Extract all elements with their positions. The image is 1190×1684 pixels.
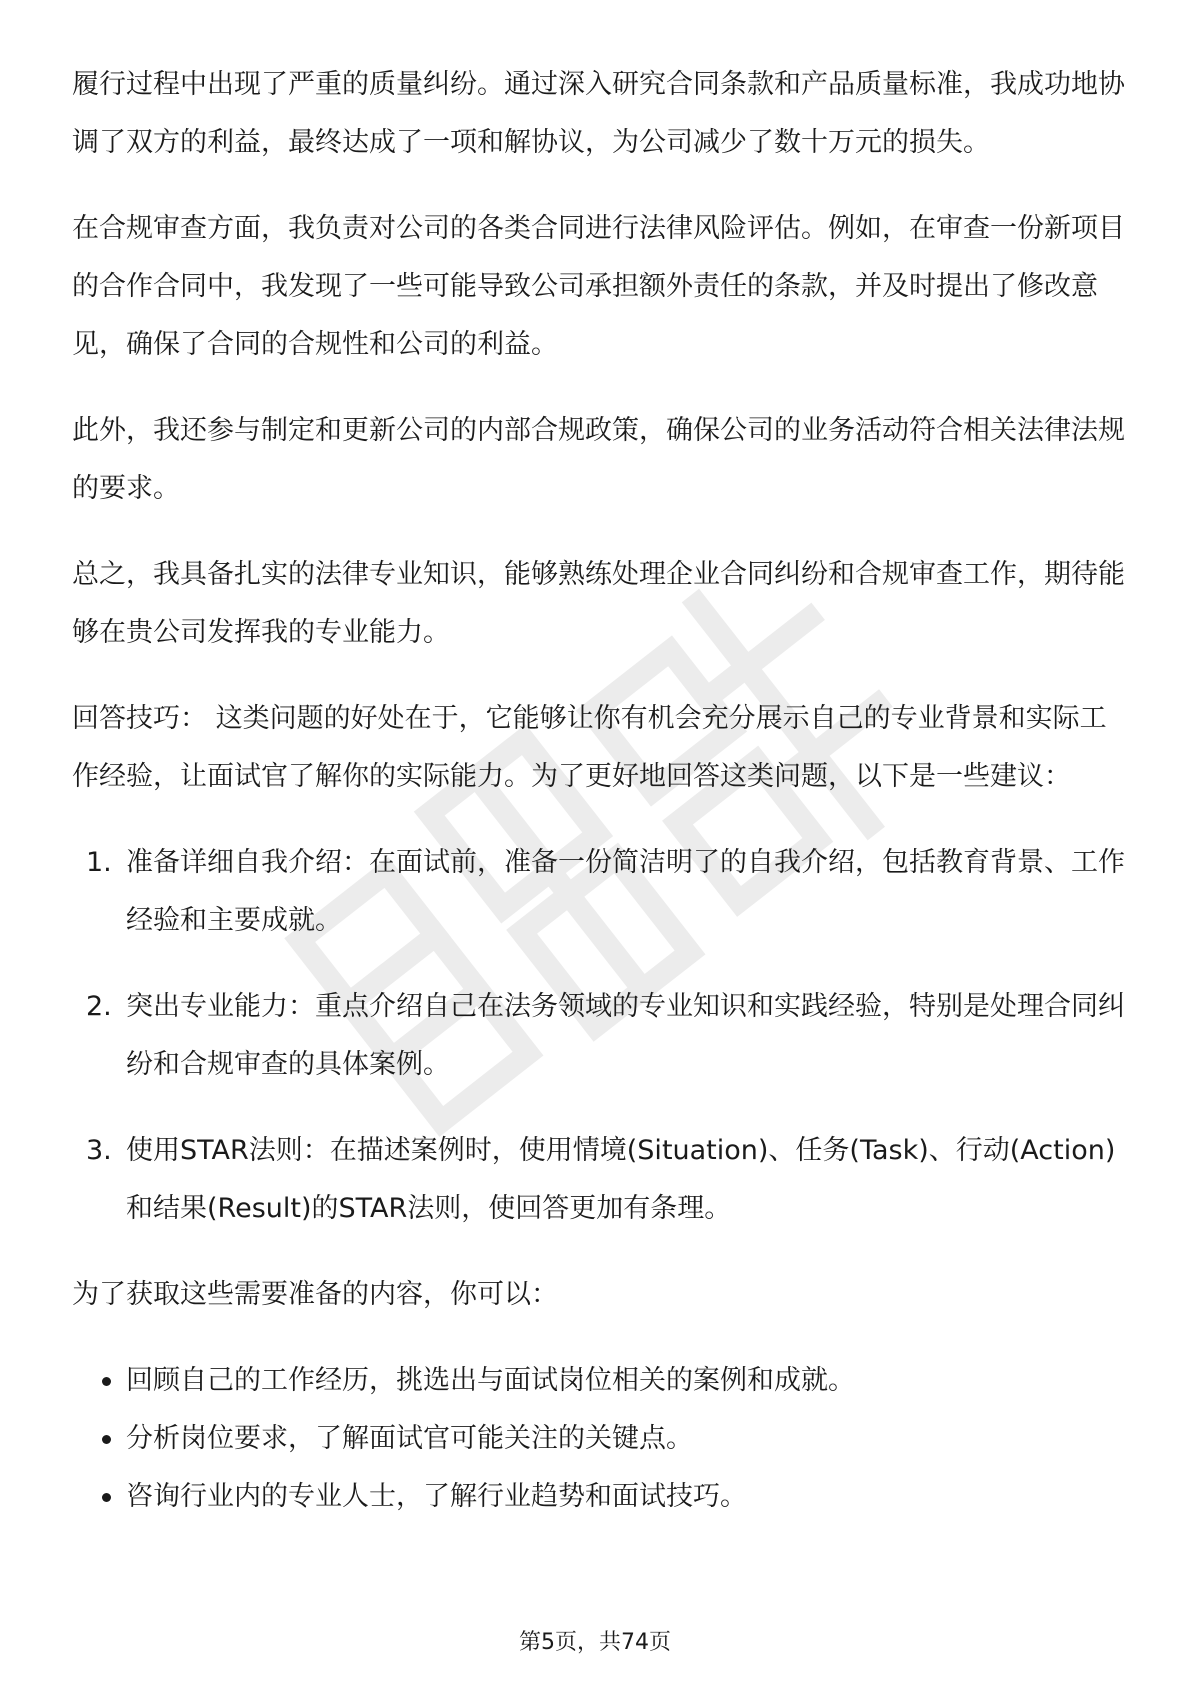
paragraph-compliance-review: 在合规审查方面，我负责对公司的各类合同进行法律风险评估。例如，在审查一份新项目的合作合同中，我发现了一些可能导致公司承担额外责任的条款，并及时提出了修改意见，确保了合同的合规性和公司的利益。 [72,213,1125,360]
list-item-text: 使用STAR法则：在描述案例时，使用情境(Situation)、任务(Task)、行动(Action)和结果(Result)的STAR法则，使回答更加有条理。 [126,1135,1116,1224]
bullet-icon [102,1377,111,1386]
list-item [72,1122,1132,1238]
list-item [72,1352,1132,1410]
paragraph-compliance-policy: 此外，我还参与制定和更新公司的内部合规政策，确保公司的业务活动符合相关法律法规的要求。 [72,415,1125,504]
bullet-icon [102,1493,111,1502]
paragraph-bullets-intro: 为了获取这些需要准备的内容，你可以： [72,1279,558,1310]
document-body [72,56,1132,1526]
list-item-text: 准备详细自我介绍：在面试前，准备一份简洁明了的自我介绍，包括教育背景、工作经验和主要成就。 [126,847,1125,936]
list-number: 2. [86,991,112,1022]
list-number: 1. [86,847,112,878]
list-item-text: 突出专业能力：重点介绍自己在法务领域的专业知识和实践经验，特别是处理合同纠纷和合规审查的具体案例。 [126,991,1125,1080]
paragraph-answer-tips: 回答技巧： 这类问题的好处在于，它能够让你有机会充分展示自己的专业背景和实际工作经验，让面试官了解你的实际能力。为了更好地回答这类问题，以下是一些建议： [72,703,1107,792]
list-number: 3. [86,1135,112,1166]
page-number-footer: 第5页，共74页 [519,1630,671,1655]
paragraph-summary: 总之，我具备扎实的法律专业知识，能够熟练处理企业合同纠纷和合规审查工作，期待能够在贵公司发挥我的专业能力。 [72,559,1125,648]
list-item-text: 咨询行业内的专业人士，了解行业趋势和面试技巧。 [126,1481,747,1512]
paragraph-quality-dispute: 履行过程中出现了严重的质量纠纷。通过深入研究合同条款和产品质量标准，我成功地协调了双方的利益，最终达成了一项和解协议，为公司减少了数十万元的损失。 [72,69,1125,158]
list-item [72,978,1132,1094]
list-item [72,834,1132,950]
list-item-text: 分析岗位要求，了解面试官可能关注的关键点。 [126,1423,693,1454]
list-item [72,1410,1132,1468]
bullet-icon [102,1435,111,1444]
numbered-list [72,834,1132,1238]
bullet-list [72,1352,1132,1526]
list-item-text: 回顾自己的工作经历，挑选出与面试岗位相关的案例和成就。 [126,1365,855,1396]
list-item [72,1468,1132,1526]
